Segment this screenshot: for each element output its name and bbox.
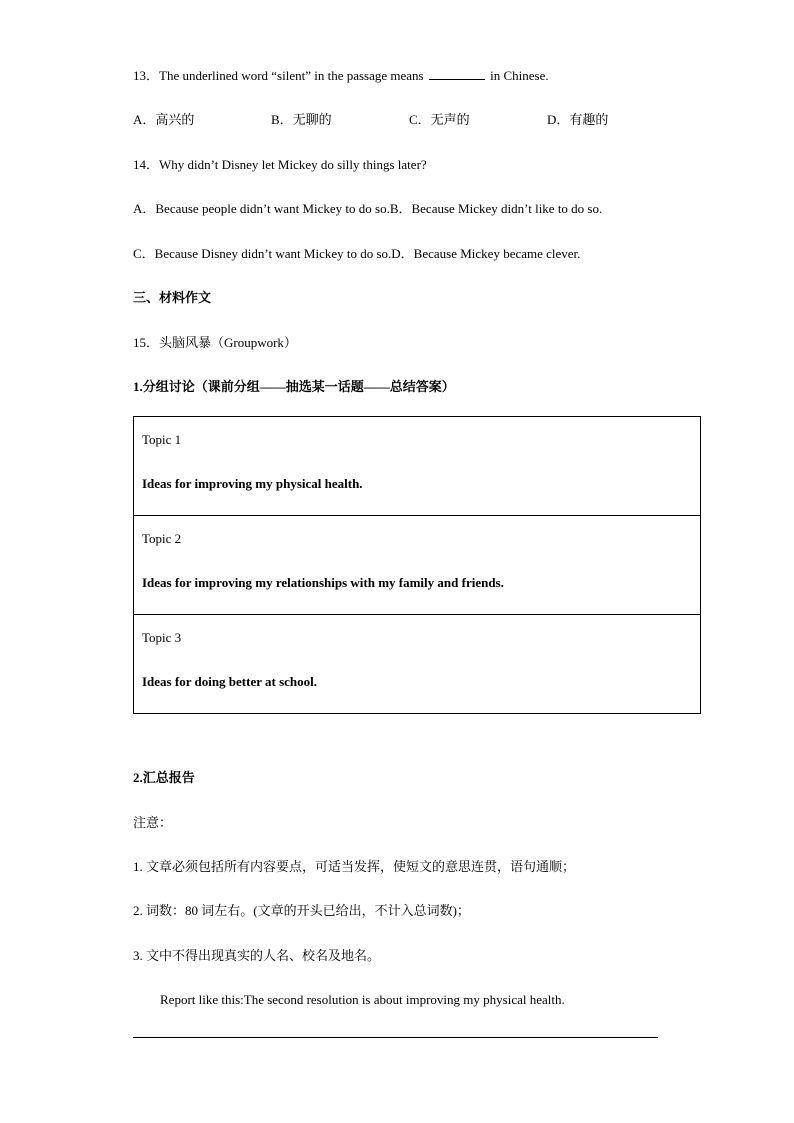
topic-label: Topic 3 xyxy=(142,630,182,645)
question-13-suffix: in Chinese. xyxy=(490,68,549,83)
topic-row xyxy=(134,516,701,615)
rule-2: 2. 词数：80 词左右。(文章的开头已给出，不计入总词数)； xyxy=(133,903,470,918)
question-15: 15．头脑风暴（Groupwork） xyxy=(133,335,297,350)
question-14: 14．Why didn’t Disney let Mickey do silly things later? xyxy=(133,157,427,172)
topic-cell xyxy=(134,615,701,714)
topic-row xyxy=(134,615,701,714)
report-prompt: Report like this:The second resolution is about improving my physical health. xyxy=(160,992,565,1007)
answer-blank xyxy=(429,67,485,80)
section-heading: 三、材料作文 xyxy=(133,290,212,305)
part-2-heading: 2.汇总报告 xyxy=(133,770,195,785)
topic-label: Topic 2 xyxy=(142,531,182,546)
part-1-heading: 1.分组讨论（课前分组——抽选某一话题——总结答案） xyxy=(133,379,455,394)
topic-description: Ideas for improving my physical health. xyxy=(142,476,363,491)
question-13-prefix: 13．The underlined word “silent” in the passage means xyxy=(133,68,424,83)
q13-option-d: D．有趣的 xyxy=(547,112,609,127)
topic-description: Ideas for doing better at school. xyxy=(142,674,318,689)
topic-cell xyxy=(134,417,701,516)
q14-options-row-2: C．Because Disney didn’t want Mickey to do so.D．Because Mickey became clever. xyxy=(133,246,581,261)
rule-3: 3. 文中不得出现真实的人名、校名及地名。 xyxy=(133,948,381,963)
question-13 xyxy=(133,67,549,85)
topic-cell xyxy=(134,516,701,615)
topic-description: Ideas for improving my relationships with my family and friends. xyxy=(142,575,504,590)
answer-line[interactable] xyxy=(133,1037,658,1038)
q13-option-c: C．无声的 xyxy=(409,112,470,127)
topics-table xyxy=(133,416,701,714)
rule-1: 1. 文章必须包括所有内容要点，可适当发挥，使短文的意思连贯，语句通顺； xyxy=(133,859,576,874)
notice-label: 注意： xyxy=(133,815,173,830)
q13-option-b: B．无聊的 xyxy=(271,112,332,127)
q13-option-a: A．高兴的 xyxy=(133,112,195,127)
q14-options-row-1: A．Because people didn’t want Mickey to do so.B．Because Mickey didn’t like to do so. xyxy=(133,201,603,216)
topic-row xyxy=(134,417,701,516)
topic-label: Topic 1 xyxy=(142,432,182,447)
